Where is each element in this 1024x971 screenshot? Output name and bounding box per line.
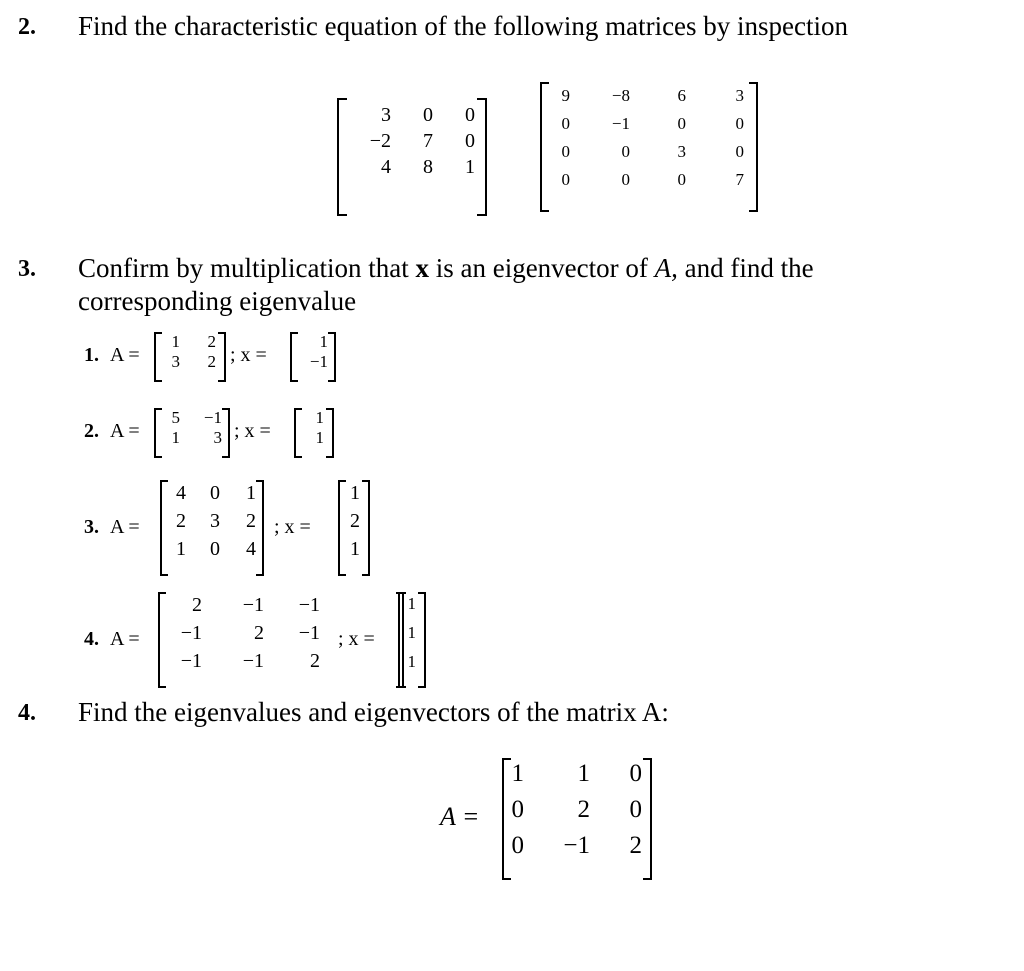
matrix-cell: −1: [298, 594, 320, 616]
matrix-cell: 1: [407, 623, 416, 642]
matrix-cell: 0: [621, 142, 630, 161]
matrix-cell: 6: [677, 86, 686, 105]
matrix-cell: −1: [180, 622, 202, 644]
q3-text-A: A,: [654, 253, 678, 283]
part-label: 1.: [84, 344, 99, 366]
question-3-text: [78, 252, 814, 284]
matrix-cell: 0: [511, 832, 524, 859]
matrix-cell: 3: [677, 142, 686, 161]
x-equals: ; x =: [230, 344, 267, 366]
x-equals: ; x =: [274, 516, 311, 538]
q3-part-2: [84, 406, 384, 462]
q3-text-part: and find the: [677, 253, 814, 283]
matrix-cell: 2: [254, 622, 264, 644]
matrix-cell: 1: [319, 332, 328, 351]
matrix-cell: 1: [350, 538, 360, 560]
matrix-cell: 1: [577, 760, 590, 787]
question-4-number: 4.: [18, 700, 36, 726]
matrix-cell: 0: [561, 170, 570, 189]
matrix-cell: 3: [210, 510, 220, 532]
matrix-cell: 1: [315, 408, 324, 427]
vector-x: [338, 480, 370, 576]
matrix-cell: 3: [213, 428, 222, 447]
matrix-cell: −1: [298, 622, 320, 644]
question-2-text: Find the characteristic equation of the following matrices by inspection: [78, 11, 849, 41]
matrix-cell: 2: [350, 510, 360, 532]
matrix-cell: 2: [207, 352, 216, 371]
matrix-cell: 4: [176, 482, 186, 504]
matrix-cell: 1: [350, 482, 360, 504]
matrix-cell: 0: [561, 142, 570, 161]
matrix-cell: 1: [511, 760, 524, 787]
part-label: 4.: [84, 628, 99, 650]
matrix-A: [154, 332, 226, 382]
matrix-cell: 0: [677, 170, 686, 189]
vector-x: [398, 592, 426, 688]
q2-matrix-4x4: [540, 82, 758, 212]
matrix-cell: −1: [180, 650, 202, 672]
matrix-cell: 9: [561, 86, 570, 105]
q3-part-4: [84, 590, 444, 690]
vector-x: [290, 332, 336, 382]
part-label: 2.: [84, 420, 99, 442]
q3-text-part: Confirm by multiplication that: [78, 253, 416, 283]
question-3-number: 3.: [18, 256, 36, 282]
matrix-cell: 1: [176, 538, 186, 560]
matrix-cell: 2: [176, 510, 186, 532]
matrix-cell: 3: [381, 104, 391, 126]
left-bracket: [337, 98, 347, 216]
matrix-cell: 0: [465, 104, 475, 126]
matrix-cell: 1: [171, 428, 180, 447]
matrix-cell: −1: [611, 114, 630, 133]
q3-part-3: [84, 478, 404, 578]
vector-x: [294, 408, 334, 458]
matrix-cell: 0: [561, 114, 570, 133]
matrix-cell: 3: [735, 86, 744, 105]
matrix-cell: 4: [246, 538, 256, 560]
right-bracket: [749, 82, 758, 212]
matrix-cell: 0: [677, 114, 686, 133]
matrix-cell: 0: [210, 538, 220, 560]
matrix-cell: 1: [315, 428, 324, 447]
matrix-cell: 2: [629, 832, 642, 859]
matrix-cell: 2: [207, 332, 216, 351]
matrix-cell: 0: [735, 114, 744, 133]
matrix-cell: 1: [407, 652, 416, 671]
matrix-cell: 7: [423, 130, 433, 152]
A-equals: A =: [110, 628, 140, 650]
matrix-cell: 5: [171, 408, 180, 427]
question-4-text: Find the eigenvalues and eigenvectors of the matrix A:: [78, 697, 669, 727]
matrix-cell: 3: [171, 352, 180, 371]
question-3-text-line2: corresponding eigenvalue: [78, 286, 357, 316]
matrix-cell: 0: [423, 104, 433, 126]
q3-text-part: is an eigenvector of: [428, 253, 655, 283]
matrix-cell: 4: [381, 156, 391, 178]
part-label: 3.: [84, 516, 99, 538]
matrix-cell: 0: [210, 482, 220, 504]
matrix-cell: −1: [242, 650, 264, 672]
q3-part-1: [84, 330, 384, 386]
matrix-cell: 1: [246, 482, 256, 504]
x-equals: ; x =: [338, 628, 375, 650]
matrix-cell: 1: [171, 332, 180, 351]
matrix-cell: −1: [242, 594, 264, 616]
matrix-A: [154, 408, 230, 458]
A-equals: A =: [110, 516, 140, 538]
matrix-cell: 8: [423, 156, 433, 178]
matrix-cell: 0: [629, 796, 642, 823]
matrix-cell: 1: [465, 156, 475, 178]
matrix-cell: −1: [309, 352, 328, 371]
right-bracket: [477, 98, 487, 216]
A-equals: A =: [440, 802, 480, 831]
matrix-cell: 2: [192, 594, 202, 616]
matrix-cell: 0: [465, 130, 475, 152]
matrix-A: [160, 480, 264, 576]
matrix-cell: −1: [203, 408, 222, 427]
matrix-cell: 2: [577, 796, 590, 823]
matrix-cell: 0: [511, 796, 524, 823]
q4-matrix-equation: [440, 758, 660, 884]
matrix-cell: 0: [621, 170, 630, 189]
matrix-cell: 1: [407, 594, 416, 613]
matrix-cell: −8: [611, 86, 630, 105]
matrix-cell: −2: [369, 130, 391, 152]
A-equals: A =: [110, 344, 140, 366]
matrix-cell: 0: [629, 760, 642, 787]
matrix-cell: −1: [563, 832, 590, 859]
matrix-cell: 2: [310, 650, 320, 672]
matrix-cell: 2: [246, 510, 256, 532]
q3-text-x: x: [415, 253, 429, 283]
q2-matrix-3x3: [337, 98, 487, 216]
q4-matrix: [502, 758, 652, 880]
matrix-cell: 7: [735, 170, 744, 189]
matrix-cell: 0: [735, 142, 744, 161]
question-2-number: 2.: [18, 14, 36, 40]
x-equals: ; x =: [234, 420, 271, 442]
A-equals: A =: [110, 420, 140, 442]
